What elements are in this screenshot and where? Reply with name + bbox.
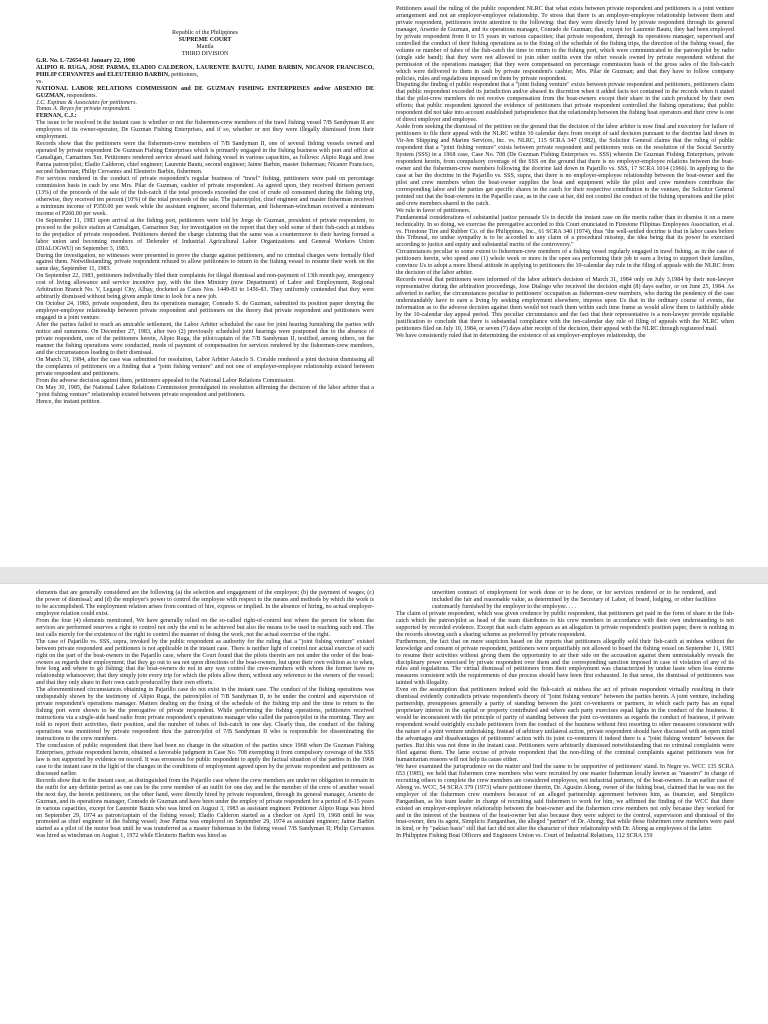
paragraph: Fundamental considerations of substantial justice persuade Us to decide the instant case on the merits rather than to dismiss it on a mere technicality. In so doing, we exercise the prerogative accorded to this Court enunciated in Firestone Filipinas Employees Association, et al. vs. Firestone Tire and Rubber Co. of the Philippines, Inc., 61 SCRA 340 (1974), thus "the well-settled doctrine is that in labor cases before this Tribunal, no undue sympathy is to be accorded to any claim of a procedural misstep, the idea being that its power be exercised according to justice and equity and substantial merits of the controversy." [396, 214, 734, 249]
respondents-names: NATIONAL LABOR RELATIONS COMMISSION and DE GUZMAN FISHING ENTERPRISES and/or ARSENIO DE GUZMAN, [36, 85, 374, 99]
petitioners-role: petitioners, [171, 71, 199, 78]
paragraph: During the investigation, no witnesses were presented to prove the charge against petitioners, and no criminal charges were formally filed against them. Notwithstanding, private respondent refused to allow petitioners to return to the fishing vessel to resume their work on the same day, September 11, 1983. [36, 252, 374, 273]
page-2 [0, 583, 768, 1024]
paragraph: The claim of private respondent, which was given credence by public respondent, that petitioners get paid in the form of share in the fish-catch which the patron/pilot as head of the team distributes to his crew members in accordance with their own understanding is not supported by recorded evidence. Except that such claim appears as an allegation in private respondent's position paper, there is nothing in the records showing such a sharing scheme as preferred by private respondent. [396, 610, 734, 638]
counsel-petitioners: J.C. Espinas & Associates for petitioners. [36, 99, 138, 106]
paragraph: On March 31, 1984, after the case was submitted for resolution, Labor Arbiter Asisclo S. Coralde rendered a joint decision dismissing all the complaints of petitioners on a finding that a "joint fishing venture" and not one of employer-employee relationship existed between private respondent and petitioners. [36, 356, 374, 377]
paragraph: We have consistently ruled that in determining the existence of an employer-employee relationship, the [396, 332, 646, 339]
paragraph: On May 30, 1985, the National Labor Relations Commission promulgated its resolution affirming the decision of the labor arbiter that a "joint fishing venture" relationship existed between private respondent and petitioners. [36, 384, 374, 398]
respondents-role: respondents. [66, 92, 97, 99]
paragraph: Even on the assumption that petitioners indeed sold the fish-catch at midsea the act of private respondent virtually resulting in their dismissal evidently contradicts private respondent's theory of "joint fishing venture" between the parties herein. A joint venture, including partnership, presupposes generally a parity of standing between the joint co-venturers or partners, in which each party has an equal proprietary interest in the capital or property contributed and where each party exercises equal lights in the conduct of the business. It would be inconsistent with the principle of parity of standing between the joint co-venturers as regards the conduct of business, if private respondent would outrightly exclude petitioners from the conduct of the business without first resorting to other measures consistent with the nature of a joint venture undertaking. Instead of arbitrary unilateral action, private respondent should have discussed with an open mind the advantages and disadvantages of petitioners' action with its joint co-venturers if indeed there is a "joint fishing venture" between the parties. But this was not done in the instant case. Petitioners were arbitrarily dismissed notwithstanding that no criminal complaints were filed against them. The lame excuse of private respondent that the non-filing of the criminal complaints against petitioners was for humanitarian reasons will not help its cause either. [396, 687, 734, 763]
page-1-right-column [396, 6, 734, 340]
paragraph: From the adverse decision against them, petitioners appealed to the National Labor Relations Commission. [36, 377, 295, 384]
versus: vs. [36, 78, 43, 85]
paragraph: Disputing the finding of public respondent that a "joint fishing venture" exists between private respondent and petitioners, petitioners claim that public respondent exceeded its jurisdiction and/or abused its discretion when it added facts not contained in the records when it stated that the pilot-crew members do not receive compensation from the boat-owners except their share in the catch produced by their own efforts; that public respondent ignored the evidence of petitioners that private respondent controlled the fishing operations; that public respondent did not take into account established jurisprudence that the relationship between the fishing boat operators and their crew is one of direct employer and employee. [396, 82, 734, 124]
page-gap [0, 567, 768, 583]
petitioners-names: ALIPIO R. RUGA, JOSE PARMA, ELADIO CALDERON, LAURENTE BAUTU, JAIME BARBIN, NICANOR FRANCISCO, PHILIP CERVANTES and ELEUTERIO BARBIN, [36, 64, 374, 78]
paragraph: Records show that the petitioners were the fishermen-crew members of 7/B Sandyman II, one of several fishing vessels owned and operated by private respondent De Guzman Fishing Enterprises which is primarily engaged in the fishing business with port and office at Camaligan, Camarines Sur. Petitioners rendered service aboard said fishing vessel in various capacities, as follows: Alipio Ruga and Jose Parma patron/pilot; Eladio Calderon, chief engineer; Laurente Bautu, second engineer; Jaime Barbin, master fisherman; Nicanor Francisco, second fisherman; Philip Cervantes and Eleuterio Barbin, fishermen. [36, 141, 374, 176]
paragraph: For services rendered in the conduct of private respondent's regular business of "trawl" fishing, petitioners were paid on percentage commission basis in cash by one Mrs. Pilar de Guzman, cashier of private respondent. As agreed upon, they received thirteen percent (13%) of the proceeds of the sale of the fish-catch if the total proceeds exceeded the cost of crude oil consumed during the fishing trip, otherwise, they received ten percent (10%) of the total proceeds of the sale. The patron/pilot, chief engineer and master fisherman received a minimum income of P350.00 per week while the assistant engineer, second fisherman, and fisherman-winchman received a minimum income of P260.00 per week. [36, 176, 374, 217]
paragraph: On September 11, 1983 upon arrival at the fishing port, petitioners were told by Jorge de Guzman, president of private respondent, to proceed to the police station at Camaligan, Camarines Sur, for investigation on the report that they sold some of their fish-catch at midsea to the prejudice of private respondent. Petitioners denied the charge claiming that the same was a countermove to their having formed a labor union and becoming members of Defender of Industrial Agricultural Labor Organizations and General Workers Union (DIALOGWU) on September 3, 1983. [36, 217, 374, 252]
court-city: Manila [196, 43, 214, 50]
paragraph: From the four (4) elements mentioned, We have generally relied on the so-called right-of-control test where the person for whom the services are performed reserves a right to control not only the end to be achieved but also the means to be used in reaching such end. The test calls merely for the existence of the right to control the manner of doing the work, not the actual exercise of the right. [36, 617, 374, 638]
paragraph: Furthermore, the fact that on mere suspicion based on the reports that petitioners allegedly sold their fish-catch at midsea without the knowledge and consent of private respondent, petitioners were unjustifiably not allowed to board the fishing vessel on September 11, 1983 to resume their activities without giving them the opportunity to air their side on the accusation against them unmistakably reveals the disciplinary power exercised by private respondent over them and the corresponding sanction imposed in case of violation of any of its rules and regulations. The virtual dismissal of petitioners from their employment was characterized by undue haste when less extreme measures consistent with the requirements of due process should have been first exhausted. In that sense, the dismissal of petitioners was tainted with illegality. [396, 638, 734, 687]
paragraph: The conclusion of public respondent that there had been no change in the situation of the parties since 1968 when De Guzman Fishing Enterprises, private respondent herein, obtained a favorable judgment in Case No. 708 exempting it from compulsory coverage of the SSS law is not supported by evidence on record. It was erroneous for public respondent to apply the factual situation of the parties in the 1968 case to the instant case in the light of the changes in the conditions of employment agreed upon by the private respondent and petitioners as discussed earlier. [36, 742, 374, 777]
paragraph: In Philippine Fishing Boat Officers and Engineers Union vs. Court of Industrial Relations, 112 SCRA 159 [396, 833, 653, 840]
paragraph: Records show that in the instant case, as distinguished from the Pajarillo case where the crew members are under no obligation to remain in the outfit for any definite period as one can be the crew member of an outfit for one day and be the member of the crew of another vessel the next day, the herein petitioners, on the other hand, were directly hired by private respondent, through its general manager, Arsenio de Guzman, and its operations manager, Conrado de Guzman and have been under the employ of private respondent for a period of 8-15 years in various capacities, except for Laurente Bautu who was hired on August 3, 1983 as assistant engineer. Petitioner Alipio Ruga was hired on September 29, 1974 as patron/captain of the fishing vessel; Eladio Calderon started as a checker on April 19, 1968 until he was promoted as chief engineer of the fishing vessel; Jose Parma was employed on September 29, 1974 as assistant engineer; Jaime Barbin started as a pilot of the motor boat until he was transferred as a master fisherman to the fishing vessel 7/B Sandyman II; Philip Cervantes was hired as winchman on August 1, 1972 while Eleuterio Barbin was hired as [36, 777, 374, 840]
paragraph: After the parties failed to reach an amicable settlement, the Labor Arbiter scheduled the case for joint hearing furnishing the parties with notice and summons. On December 27, 1983, after two (2) previously scheduled joint hearings were postponed due to the absence of private respondent, one of the petitioners herein, Alipio Ruga, the pilot/captain of the 7/B Sandyman II, testified, among others, on the manner the fishing operations were conducted, mode of payment of compensation for services rendered by the fishermen-crew members, and the circumstances leading to their dismissal. [36, 322, 374, 356]
paragraph: The case of Pajarillo vs. SSS, supra, invoked by the public respondent as authority for the ruling that a "joint fishing venture" existed between private respondent and petitioners is not applicable in the instant case. There is neither light of control nor actual exercise of such right on the part of the boat-owners in the Pajarillo case, where the Court found that the pilots therein are not under the order of the boat-owners as regards their employment; that they go out to sea not upon directions of the boat-owners, but upon their own volition as to when, how long and where to go fishing; that the boat-owners do not in any way control the crew-members with whom the former have no relationship whatsoever; that they simply join every trip for which the pilots allow them, without any reference to the owners of the vessel; and that they only share in their own catch produced by their own efforts. [36, 638, 374, 687]
paragraph: elements that are generally considered are the following (a) the selection and engagement of the employee; (b) the payment of wages; (c) the power of dismissal; and (d) the employer's power to control the employee with respect to the means and methods by which the work is to be accomplished. The employment relation arises from contract of hire, express or implied. In the absence of hiring, no actual employer-employee relation could exist. [36, 590, 374, 617]
paragraph: Aside from seeking the dismissal of the petition on the ground that the decision of the labor arbiter is now final and executory for failure of petitioners to file their appeal with the NLRC within 10 calendar days from receipt of said decision pursuant to the doctrine laid down in Vir-Jen Shipping and Marine Services, Inc. vs. NLRC, 115 SCRA 347 (1982), the Solicitor General claims that the ruling of public respondent that a "joint fishing venture" exists between private respondent and petitioners rests on the resolution of the Social Security System (SSS) in a 1968 case, Case No. 708 (De Guzman Fishing Enterprises vs. SSS) wherein De Guzman Fishing Enterprises, private respondent herein, from compulsory coverage of the SSS on the ground that there is no employer-employee relations between the boat-owner and the fishermen-crew members following the doctrine laid down in Pajarillo vs. SSS, 17 SCRA 1014 (1966). In applying to the case at bar the doctrine in the Pajarillo vs. SSS, supra, that there is no employer-employee relationship between the boat-owner and the pilot and crew members when the boat-owner supplies the boat and equipment while the pilot and crew members contribute the corresponding labor and the parties get specific shares in the catch for their respective contribution to the venture, the Solicitor General pointed out that the boat-owners in the Pajarillo case, as in the case at bar, did not control the conduct of the fishing operations and the pilot and crew members shared in the catch. [396, 124, 734, 207]
page-2-left-column [36, 590, 374, 840]
paragraph: The issue to be resolved in the instant case is whether or not the fishermen-crew members of the trawl fishing vessel 7/B Sandyman II are employees of its owner-operator, De Guzman Fishing Enterprises, and if so, whether or not they were illegally dismissed from their employment. [36, 120, 374, 141]
paragraph: Circumstances peculiar to some extent to fishermen-crew members of a fishing vessel regularly engaged in trawl fishing, as in the case of petitioners herein, who spend one (1) whole week or more in the open sea performing their job to earn a living to support their families, convince Us to adopt a more liberal attitude in applying to petitioners the 10-calendar day rule in the filing of appeals with the NLRC from the decision of the labor arbiter. [396, 249, 734, 277]
paragraph: We have examined the jurisprudence on the matter and find the same to be supportive of petitioners' stand. In Negre vs. WCC 135 SCRA 653 (1985), we held that fishermen crew members who were recruited by one master fisherman locally known as "maestro" in charge of recruiting others to complete the crew members are considered employees, not industrial partners, of the boat-owners. In an earlier case of Abong vs. WCC, 54 SCRA 379 (1973) where petitioner therein, Dr. Agustin Abong, owner of the fishing boat, claimed that he was not the employer of the fishermen crew members because of an alleged partnership agreement between him, as financier, and Simplicio Panganiban, as his team leader in charge of recruiting said fishermen to work for him, we affirmed the finding of the WCC that there existed an employer-employee relationship between the boat-owner and the fishermen crew members not only because they worked for and in the interest of the business of the boat-owner but also because they were subject to the control, supervision and dismissal of the boat-owner, thru its agent, Simplicio Panganiban, the alleged "partner" of Dr. Abong; that while these fishermen crew members were paid in kind, or by "pakiao basis" still that fact did not alter the character of their relationship with Dr. Abong as employees of the latter. [396, 763, 734, 833]
ponente: FERNAN, C.J.: [36, 113, 77, 120]
division-name: THIRD DIVISION [181, 50, 229, 57]
counsel-respondent: Tomas A. Reyes for private respondent. [36, 106, 131, 113]
paragraph: Hence, the instant petition. [36, 398, 101, 405]
page-1-left-column [36, 30, 374, 405]
paragraph: Records reveal that petitioners were informed of the labor arbiter's decision of March 31, 1984 only on July 3,1984 by their non-lawyer representative during the arbitration proceedings, Jose Dialogo who received the decision eight (8) days earlier, or on June 25, 1984. As adverted to earlier, the circumstances peculiar to petitioners' occupation as fishermen-crew members, who during the pendency of the case understandably have to earn a living by seeking employment elsewhere, impress upon Us that in the ordinary course of events, the information as to the adverse decision against them would not reach them within such time frame as would allow them to faithfully abide by the 10-calendar day appeal period. This peculiar circumstance and the fact that their representative is a non-lawyer provide equitable justification to conclude that there is substantial compliance with the ten-calendar day rule of filing of appeals with the NLRC when petitioners filed on July 10, 1984, or seven (7) days after receipt of the decision, their appeal with the NLRC through registered mail. [396, 277, 734, 332]
page-2-right-column [396, 590, 734, 840]
paragraph: On September 22, 1983, petitioners individually filed their complaints for illegal dismissal and non-payment of 13th month pay, emergency cost of living allowance and service incentive pay, with the then Ministry (now Department) of Labor and Employment, Regional Arbitration Branch No. V, Legaspi City, Albay, docketed as Cases Nos. 1449-83 to 1456-83. They uniformly contended that they were arbitrarily dismissed without being given ample time to look for a new job. [36, 273, 374, 301]
paragraph: We rule in favor of petitioners. [396, 207, 471, 214]
court-name: SUPREME COURT [178, 36, 232, 43]
paragraph: The aforementioned circumstances obtaining in Pajarillo case do not exist in the instant case. The conduct of the fishing operations was undisputably shown by the testimony of Alipio Ruga, the patron/pilot of 7/B Sandyman II, to be under the control and supervision of private respondent's operations manager. Matters dealing on the fixing of the schedule of the fishing trip and the time to return to the fishing port were shown to be the prerogative of private respondent. While performing the fishing operations, petitioners received instructions via a single-side band radio from private respondent's operations manager who called the patron/pilot in the morning. They are told to report their activities, their position, and the number of tubes of fish-catch in one day. Clearly thus, the conduct of the fishing operations was monitored by private respondent thru the patron/pilot of 7/B Sandyman II who is responsible for disseminating the instructions to the crew members. [36, 687, 374, 743]
petitioners-block [36, 65, 374, 79]
republic-line: Republic of the Philippines [171, 30, 238, 36]
respondents-block [36, 86, 374, 100]
case-number-date: G.R. No. L-72654-61 January 22, 1990 [36, 57, 135, 64]
block-quote: unwritten contract of employment for work done or to be done, or for services rendered or to be rendered, and included the fair and reasonable value, as determined by the Secretary of Labor, of board, lodging, or other facilities customarily furnished by the employer to the employee. . . . [432, 590, 716, 610]
paragraph: On October 24, 1983, private respondent, thru its operations manager, Conrado S. de Guzman, submitted its position paper denying the employer-employee relationship between private respondent and petitioners on the theory that private respondent and petitioners were engaged in a joint venture. [36, 301, 374, 322]
paragraph: Petitioners assail the ruling of the public respondent NLRC that what exists between private respondent and petitioners is a joint venture arrangement and not an employer-employee relationship. To stress that there is an employer-employee relationship between them and private respondent, petitioners invite attention to the following: that they were directly hired by private respondent through its general manager, Arsenio de Guzman, and its operations manager, Conrado de Guzman; that, except for Laurente Bautu, they had been employed by private respondent from 8 to 15 years in various capacities; that private respondent, through its operations manager, supervised and controlled the conduct of their fishing operations as to the fixing of the schedule of the fishing trips, the direction of the fishing vessel, the volume or number of tubes of the fish-catch the time to return to the fishing port, which were communicated to the patron/pilot by radio (single side band); that they were not allowed to join other outfits even the other vessels owned by private respondent without the permission of the operations manager; that they were compensated on percentage commission basis of the gross sales of the fish-catch which were delivered to them in cash by private respondent's cashier, Mrs. Pilar de Guzman; and that they have to follow company policies, rules and regulations imposed on them by private respondent. [396, 6, 734, 82]
